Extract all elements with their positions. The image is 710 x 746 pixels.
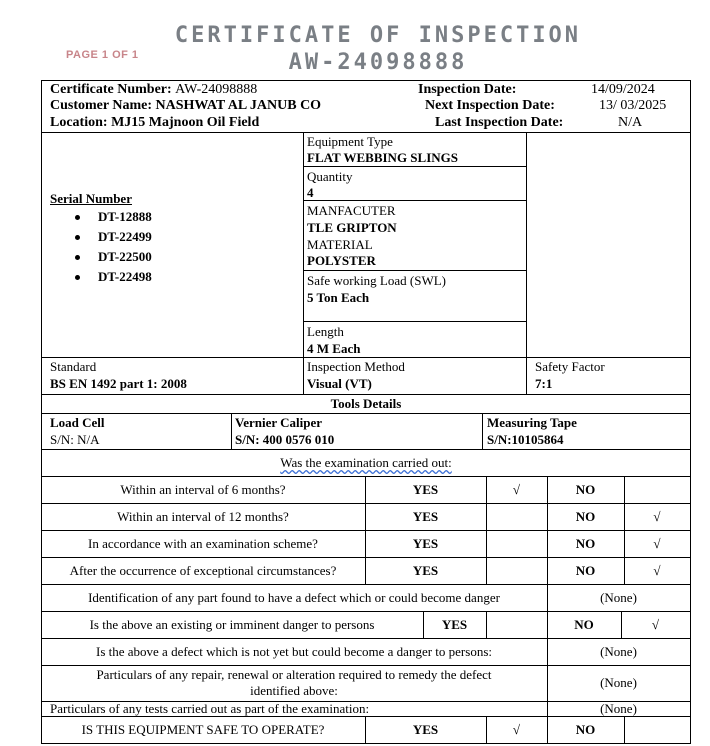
no-check: √ [651,617,660,632]
tests-answer: (None) [600,701,637,716]
no-label: NO [575,536,596,551]
exam-row-12-months: Within an interval of 12 months? [117,509,289,524]
equipment-type-value: FLAT WEBBING SLINGS [307,150,458,165]
yes-check: √ [512,722,521,737]
repair-question-line2: identified above: [250,683,338,698]
quantity-label: Quantity [307,169,353,184]
location-label: Location: [50,115,108,130]
list-item: DT-22500 [50,247,152,267]
material-value: POLYSTER [307,253,376,268]
title-line-1: CERTIFICATE OF INSPECTION [174,23,582,48]
list-item: DT-12888 [50,207,152,227]
cert-label: Certificate Number: [50,82,172,97]
no-label: NO [575,482,596,497]
future-danger-answer: (None) [600,644,637,659]
yes-label: YES [412,509,439,524]
tools-details-title: Tools Details [330,396,402,411]
tool-name-vernier: Vernier Caliper [235,415,323,430]
tests-question: Particulars of any tests carried out as part of the examination: [50,701,370,716]
defect-identification: Identification of any part found to have a defect which or could become danger [88,590,500,605]
safety-factor-value: 7:1 [535,376,553,391]
equipment-type-label: Equipment Type [307,134,393,149]
customer-name [50,98,321,114]
inspection-method-label: Inspection Method [307,359,405,374]
exam-row-6-months: Within an interval of 6 months? [120,482,286,497]
no-label: NO [574,617,594,632]
tool-name-load-cell: Load Cell [50,415,105,430]
list-item: DT-22499 [50,227,152,247]
inspection-date-label: Inspection Date: [418,82,517,97]
cert-value: AW-24098888 [175,82,258,97]
last-inspection-label: Last Inspection Date: [435,115,564,130]
serial-number-list [50,207,152,287]
swl-label: Safe working Load (SWL) [307,273,446,288]
yes-label: YES [412,536,439,551]
exam-row-scheme: In accordance with an examination scheme? [88,536,318,551]
list-item: DT-22498 [50,267,152,287]
certificate-title [168,22,588,76]
repair-question-line1: Particulars of any repair, renewal or alteration required to remedy the defect [96,667,492,682]
no-check: √ [653,563,661,578]
no-check: √ [653,509,661,524]
yes-label: YES [412,482,439,497]
repair-answer: (None) [600,675,637,690]
future-danger-question: Is the above a defect which is not yet but could become a danger to persons: [95,644,492,659]
last-inspection-value: N/A [618,115,643,130]
yes-label: YES [412,722,439,737]
exam-row-exceptional: After the occurrence of exceptional circumstances? [69,563,337,578]
safe-to-operate-question: IS THIS EQUIPMENT SAFE TO OPERATE? [81,722,325,737]
safety-factor-label: Safety Factor [535,359,605,374]
certificate-number [50,82,257,98]
yes-label: YES [412,563,439,578]
exam-question: Was the examination carried out: [280,455,452,470]
inspection-method-value: Visual (VT) [307,376,372,391]
manufacturer-value: TLE GRIPTON [307,220,397,235]
no-label: NO [575,563,596,578]
customer-value: NASHWAT AL JANUB CO [155,98,322,113]
tool-sn-measuring-tape: S/N:10105864 [487,432,564,447]
next-inspection-label: Next Inspection Date: [425,98,555,113]
quantity-value: 4 [307,185,314,200]
serial-number-label: Serial Number [50,191,132,206]
manufacturer-label: MANFACUTER [307,203,396,218]
defect-answer: (None) [600,590,637,605]
yes-check: √ [512,482,521,497]
inspection-date-value: 14/09/2024 [591,82,655,97]
tool-sn-vernier: S/N: 400 0576 010 [235,432,335,447]
location-value: MJ15 Majnoon Oil Field [111,115,260,130]
next-inspection-value: 13/ 03/2025 [599,98,667,113]
no-label: NO [575,509,596,524]
standard-value: BS EN 1492 part 1: 2008 [50,376,187,391]
material-label: MATERIAL [307,237,373,252]
no-label: NO [575,722,596,737]
page-indicator: PAGE 1 OF 1 [66,49,139,61]
tool-sn-load-cell: S/N: N/A [50,432,100,447]
title-line-2: AW-24098888 [288,50,468,75]
standard-label: Standard [50,359,97,374]
swl-value: 5 Ton Each [307,290,370,305]
customer-label: Customer Name: [50,98,152,113]
tool-name-measuring-tape: Measuring Tape [487,415,577,430]
no-check: √ [653,536,661,551]
yes-label: YES [441,617,468,632]
length-label: Length [307,324,344,339]
location [50,115,259,131]
danger-question: Is the above an existing or imminent danger to persons [89,617,375,632]
length-value: 4 M Each [307,341,361,356]
